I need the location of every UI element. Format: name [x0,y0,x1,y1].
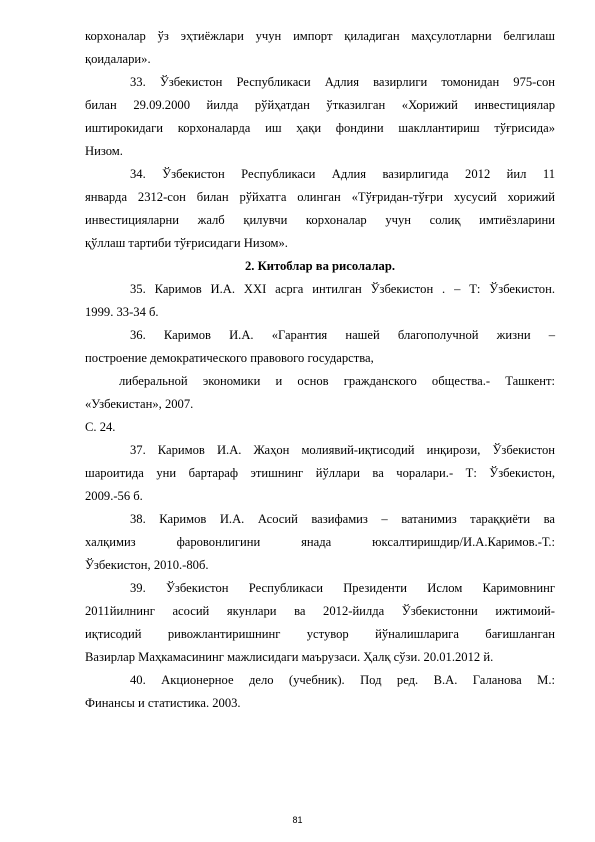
text-line: халқимиз фаровонлигини янада юксалтиришдир/И.А.Каримов.-Т.: [85,535,555,549]
text-line: «Узбекистан», 2007. [85,397,194,411]
list-item-33: 33. Ўзбекистон Республикаси Адлия вазирлиги томонидан 975-сон [130,75,555,89]
text-line: Финансы и статистика. 2003. [85,696,241,710]
text-line: Низом. [85,144,123,158]
text-line: построение демократического правового государства, [85,351,374,365]
text-line: либеральной экономики и основ гражданского общества.- Ташкент: [119,374,555,388]
text-line: қўллаш тартиби тўғрисидаги Низом». [85,236,288,250]
list-item-37: 37. Каримов И.А. Жаҳон молиявий-иқтисодий инқирози, Ўзбекистон [130,443,555,457]
section-heading: 2. Китоблар ва рисолалар. [244,259,395,273]
list-item-39: 39. Ўзбекистон Республикаси Президенти Ислом Каримовнинг [130,581,555,595]
list-item-40: 40. Акционерное дело (учебник). Под ред. В.А. Галанова М.: [130,673,555,687]
text-line: С. 24. [85,420,116,434]
text-line: иқтисодий ривожлантиришнинг устувор йўналишларига бағишланган [85,627,555,641]
list-item-38: 38. Каримов И.А. Асосий вазифамиз – ватанимиз тараққиёти ва [130,512,555,526]
text-line: Ўзбекистон, 2010.-80б. [85,558,209,572]
text-line: шароитида уни бартараф этишнинг йўллари ва чоралари.- Т: Ўзбекистон, [85,466,555,480]
text-line: 2009.-56 б. [85,489,143,503]
text-line: қоидалари». [85,52,151,66]
text-line: январда 2312-сон билан рўйхатга олинган «Тўғридан-тўғри хусусий хорижий [85,190,555,204]
text-line: Вазирлар Маҳкамасининг мажлисидаги маърузаси. Ҳалқ сўзи. 20.01.2012 й. [85,650,494,664]
text-line: корхоналар ўз эҳтиёжлари учун импорт қиладиган маҳсулотларни белгилаш [85,29,555,43]
list-item-35: 35. Каримов И.А. XXI асрга интилган Ўзбекистон . – Т: Ўзбекистон. [130,282,555,296]
list-item-34: 34. Ўзбекистон Республикаси Адлия вазирлигида 2012 йил 11 [130,167,555,181]
text-line: иштирокидаги корхоналарда иш ҳақи фондини шакллантириш тўғрисида» [85,121,555,135]
list-item-36: 36. Каримов И.А. «Гарантия нашей благополучной жизни – [130,328,555,342]
page-number: 81 [292,815,303,825]
text-line: инвестицияларни жалб қилувчи корхоналар учун солиқ имтиёзларини [85,213,555,227]
text-line: 1999. 33-34 б. [85,305,159,319]
text-line: билан 29.09.2000 йилда рўйҳатдан ўтказилган «Хорижий инвестициялар [85,98,555,112]
text-line: 2011йилнинг асосий якунлари ва 2012-йилда Ўзбекистонни ижтимоий- [85,604,555,618]
